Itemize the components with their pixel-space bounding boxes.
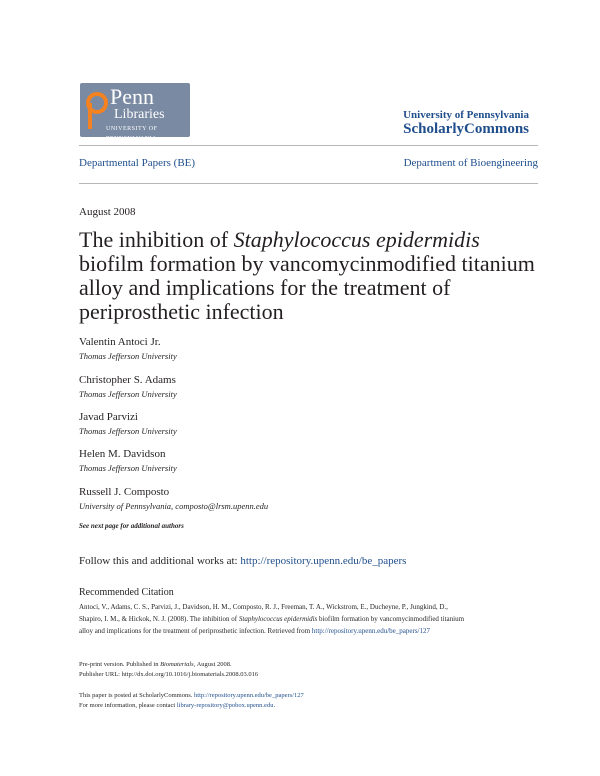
departmental-papers-link[interactable]: Departmental Papers (BE) <box>79 157 196 169</box>
publisher-url-note: Publisher URL: http://dx.doi.org/10.1016/j.biomaterials.2008.03.016 <box>79 671 259 678</box>
author-name: Helen M. Davidson <box>79 448 166 460</box>
author-name: Javad Parvizi <box>79 411 138 423</box>
posted-url-link[interactable]: http://repository.upenn.edu/be_papers/127 <box>194 692 304 699</box>
author-affiliation: University of Pennsylvania, composto@lrsm.upenn.edu <box>79 501 269 511</box>
repository-name[interactable]: ScholarlyCommons <box>403 121 529 137</box>
university-name: University of Pennsylvania <box>403 109 529 121</box>
logo-libraries-text: Libraries <box>114 107 165 122</box>
recommended-citation-heading: Recommended Citation <box>79 587 174 598</box>
divider-top <box>79 145 538 146</box>
recommended-citation: Antoci, V., Adams, C. S., Parvizi, J., Davidson, H. M., Composto, R. J., Freeman, T. A., Wickstrom, E., Ducheyne, P., Jungkind, D., Shapiro, I. M., & Hickok, N. J. (2008). The inhibition of Staphylococcus epidermidis biofilm formation by vancomycinmodified titanium alloy and implications for the treatment of periprosthetic infection. Retrieved from http://repository.upenn.edu/be_papers/127 <box>79 603 465 635</box>
preprint-note: Pre-print version. Published in Biomaterials, August 2008. <box>79 661 232 668</box>
see-next-page-note: See next page for additional authors <box>79 522 184 530</box>
posted-note: This paper is posted at ScholarlyCommons. http://repository.upenn.edu/be_papers/127 <box>79 692 304 699</box>
logo-university-text: UNIVERSITY OF PENNSYLVANIA <box>106 126 158 142</box>
paper-title: The inhibition of Staphylococcus epidermidis biofilm formation by vancomycinmodified titanium alloy and implications for the treatment of periprosthetic infection <box>79 227 535 324</box>
penn-libraries-logo <box>80 83 190 142</box>
contact-email-link[interactable]: library-repository@pobox.upenn.edu <box>176 702 274 709</box>
author-affiliation: Thomas Jefferson University <box>79 426 177 436</box>
follow-line: Follow this and additional works at: http://repository.upenn.edu/be_papers <box>79 555 407 567</box>
publication-date: August 2008 <box>79 206 136 218</box>
author-name: Russell J. Composto <box>79 486 170 498</box>
author-affiliation: Thomas Jefferson University <box>79 351 177 361</box>
be-papers-link[interactable]: http://repository.upenn.edu/be_papers <box>240 555 407 567</box>
logo-penn-text: Penn <box>110 84 154 109</box>
contact-note: For more information, please contact library-repository@pobox.upenn.edu. <box>79 702 276 709</box>
author-affiliation: Thomas Jefferson University <box>79 463 177 473</box>
author-name: Valentin Antoci Jr. <box>79 336 161 348</box>
author-name: Christopher S. Adams <box>79 374 176 386</box>
citation-url-link[interactable]: http://repository.upenn.edu/be_papers/127 <box>311 627 431 635</box>
author-affiliation: Thomas Jefferson University <box>79 389 177 399</box>
divider-bottom <box>79 183 538 184</box>
department-link[interactable]: Department of Bioengineering <box>403 157 538 169</box>
